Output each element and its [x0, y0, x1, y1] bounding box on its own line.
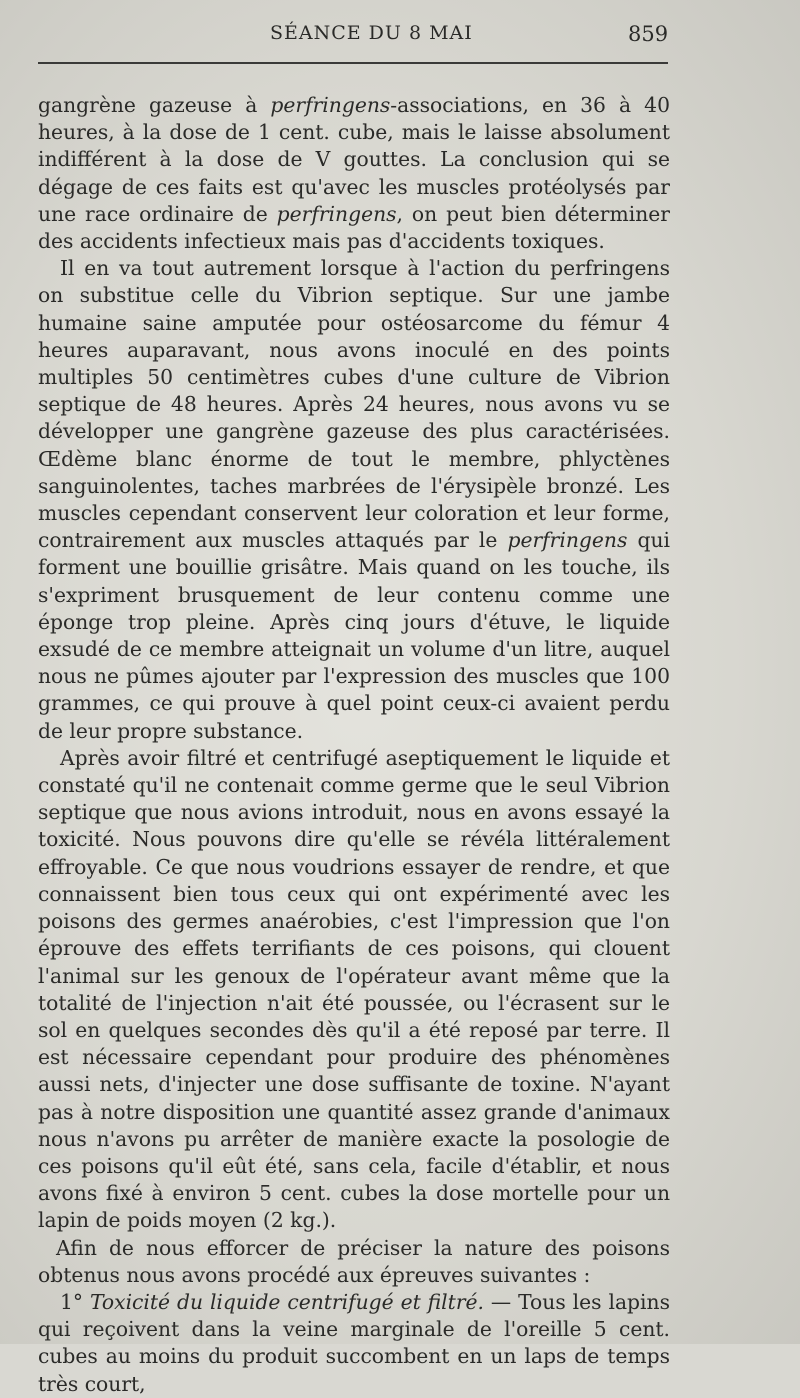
page-number: 859: [628, 22, 669, 46]
p1-text-a: gangrène gazeuse à: [38, 93, 271, 117]
body-text: [38, 92, 670, 1398]
header-rule: [38, 62, 668, 64]
running-header: [38, 18, 670, 52]
p2-text-c: qui forment une bouillie grisâtre. Mais quand on les touche, ils s'expriment brusquement de leur contenu comme une éponge trop pleine. Après cinq jours d'étuve, le liquide exsudé de ce membre atteignait un volume d'un litre, auquel nous ne pûmes ajouter par l'expression des muscles que 100 grammes, ce qui prouve à quel point ceux-ci avaient perdu de leur propre substance.: [38, 528, 670, 743]
paragraph-1: [38, 92, 670, 255]
p5-italic-heading: Toxicité du liquide centrifugé et filtré.: [89, 1289, 484, 1314]
p1-italic-term-2: perfringens: [276, 201, 397, 226]
p1-text-c: -associations, en 36 à 40 heures, à la dose de 1 cent. cube, mais le laisse absolument indifférent à la dose de V gouttes. La conclusion qui se dégage de ces faits est qu'avec les muscles protéolysés par une race ordinaire de: [38, 93, 670, 226]
p2-text-a: Il en va tout autrement lorsque à l'action du perfringens on substitue celle du Vibrion septique. Sur une jambe humaine saine amputée pour ostéosarcome du fémur 4 heures auparavant, nous avons inoculé en des points multiples 50 centimètres cubes d'une culture de Vibrion septique de 48 heures. Après 24 heures, nous avons vu se développer une gangrène gazeuse des plus caractérisées. Œdème blanc énorme de tout le membre, phlyctènes sanguinolentes, taches marbrées de l'érysipèle bronzé. Les muscles cependant conservent leur coloration et leur forme, contrairement aux muscles attaqués par le: [38, 256, 670, 553]
p5-number: 1°: [60, 1289, 90, 1314]
running-title: SÉANCE DU 8 MAI: [270, 22, 473, 44]
p5-text-c: — Tous les lapins qui reçoivent dans la veine marginale de l'oreille 5 cent. cubes au moins du produit succombent en un laps de temps très court,: [38, 1289, 670, 1396]
p1-italic-term: perfringens: [270, 93, 391, 117]
paragraph-5: [38, 1289, 670, 1398]
p2-italic-term: perfringens: [507, 528, 628, 553]
p1-text-e: , on peut bien déterminer des accidents infectieux mais pas d'accidents toxiques.: [38, 201, 670, 254]
paragraph-4: Afin de nous efforcer de préciser la nature des poisons obtenus nous avons procédé aux épreuves suivantes :: [38, 1235, 670, 1287]
paragraph-3: Après avoir filtré et centrifugé aseptiquement le liquide et constaté qu'il ne contenait comme germe que le seul Vibrion septique que nous avions introduit, nous en avons essayé la toxicité. Nous pouvons dire qu'elle se révéla littéralement effroyable. Ce que nous voudrions essayer de rendre, et que connaissent bien tous ceux qui ont expérimenté avec les poisons des germes anaérobies, c'est l'impression que l'on éprouve des effets terrifiants de ces poisons, qui clouent l'animal sur les genoux de l'opérateur avant même que la totalité de l'injection n'ait été poussée, ou l'écrasent sur le sol en quelques secondes dès qu'il a été reposé par terre. Il est nécessaire cependant pour produire des phénomènes aussi nets, d'injecter une dose suffisante de toxine. N'ayant pas à notre disposition une quantité assez grande d'animaux nous n'avons pu arrêter de manière exacte la posologie de ces poisons qu'il eût été, sans cela, facile d'établir, et nous avons fixé à environ 5 cent. cubes la dose mortelle pour un lapin de poids moyen (2 kg.).: [38, 745, 670, 1233]
paragraph-2: [38, 255, 670, 745]
